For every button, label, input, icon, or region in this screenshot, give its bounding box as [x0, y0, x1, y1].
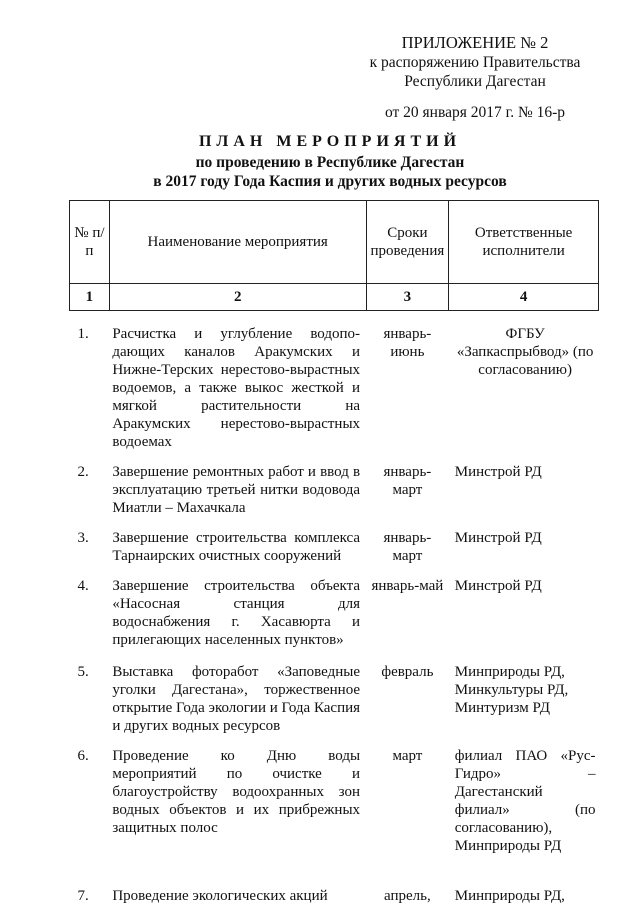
row-resp: филиал ПАО «Рус-Гидро» – Дагестанский филиал» (по согласованию), Минприроды РД — [454, 748, 596, 854]
header-name: Наименование мероприятия — [109, 201, 366, 284]
row-term: январь-март — [383, 464, 432, 498]
table-header-row — [70, 201, 599, 284]
row-resp: Минстрой РД — [454, 464, 542, 480]
header-term: Сроки проведения — [366, 201, 449, 284]
row-resp: Минстрой РД — [454, 578, 542, 594]
appendix-line2: к распоряжению Правительства — [369, 54, 581, 71]
table-row — [70, 855, 599, 905]
row-term: февраль — [381, 664, 434, 680]
table-row — [70, 451, 599, 517]
col-number: 1 — [70, 284, 110, 311]
col-number: 2 — [109, 284, 366, 311]
row-num: 1. — [77, 326, 89, 342]
col-number: 3 — [366, 284, 449, 311]
column-number-row — [70, 284, 599, 311]
table-row — [70, 311, 599, 452]
row-resp: ФГБУ «Запкаспрыбвод» (по согласованию) — [456, 326, 594, 378]
table-row — [70, 649, 599, 735]
table-row — [70, 735, 599, 855]
row-name: Завершение ремонтных работ и ввод в эксплуатацию третьей нитки водовода Миатли – Махачкала — [112, 464, 361, 516]
row-resp: Минприроды РД, Минкультуры РД, Минтуризм РД — [454, 664, 569, 716]
row-name: Проведение экологических акций — [112, 888, 328, 904]
col-number: 4 — [449, 284, 599, 311]
row-name: Выставка фоторабот «Заповедные уголки Дагестана», торжественное открытие Года экологии и Года Каспия и других водных ресурсов — [112, 664, 361, 734]
row-term: январь-май — [371, 578, 444, 594]
title-main: ПЛАН МЕРОПРИЯТИЙ — [198, 133, 462, 150]
header-num: № п/п — [70, 201, 110, 284]
appendix-block — [330, 33, 620, 122]
row-num: 2. — [77, 464, 89, 480]
plan-table — [69, 200, 599, 905]
row-num: 4. — [77, 578, 89, 594]
row-name: Проведение ко Дню воды мероприятий по очистке и благоустройству водоохранных зон водных объектов и их прибрежных защитных полос — [112, 748, 361, 836]
title-line3: в 2017 году Года Каспия и других водных ресурсов — [153, 173, 507, 190]
row-num: 7. — [77, 888, 89, 904]
row-num: 6. — [77, 748, 89, 764]
row-term: апрель, — [384, 888, 431, 904]
appendix-line3: Республики Дагестан — [404, 73, 546, 90]
row-term: январь-июнь — [383, 326, 432, 360]
row-num: 3. — [77, 530, 89, 546]
row-resp: Минстрой РД — [454, 530, 542, 546]
row-name: Расчистка и углубление водопо-дающих каналов Аракумских и Нижне-Терских нерестово-вырастных водоемов, а также выкос жесткой и мягкой растительности на Аракумских нерестово-вырастных водоемах — [112, 326, 361, 450]
table-row — [70, 565, 599, 649]
row-term: январь-март — [383, 530, 432, 564]
row-name: Завершение строительства объекта «Насосная станция для водоснабжения г. Хасавюрта и прилегающих населенных пунктов» — [112, 578, 361, 648]
header-resp: Ответственные исполнители — [449, 201, 599, 284]
row-name: Завершение строительства комплекса Тарнаирских очистных сооружений — [112, 530, 361, 564]
table-row — [70, 517, 599, 565]
appendix-number: ПРИЛОЖЕНИЕ № 2 — [401, 33, 549, 52]
document-title — [60, 132, 600, 191]
appendix-date: от 20 января 2017 г. № 16-р — [384, 104, 566, 121]
row-num: 5. — [77, 664, 89, 680]
row-term: март — [392, 748, 423, 764]
row-resp: Минприроды РД, — [454, 888, 565, 904]
title-line2: по проведению в Республике Дагестан — [195, 154, 465, 171]
